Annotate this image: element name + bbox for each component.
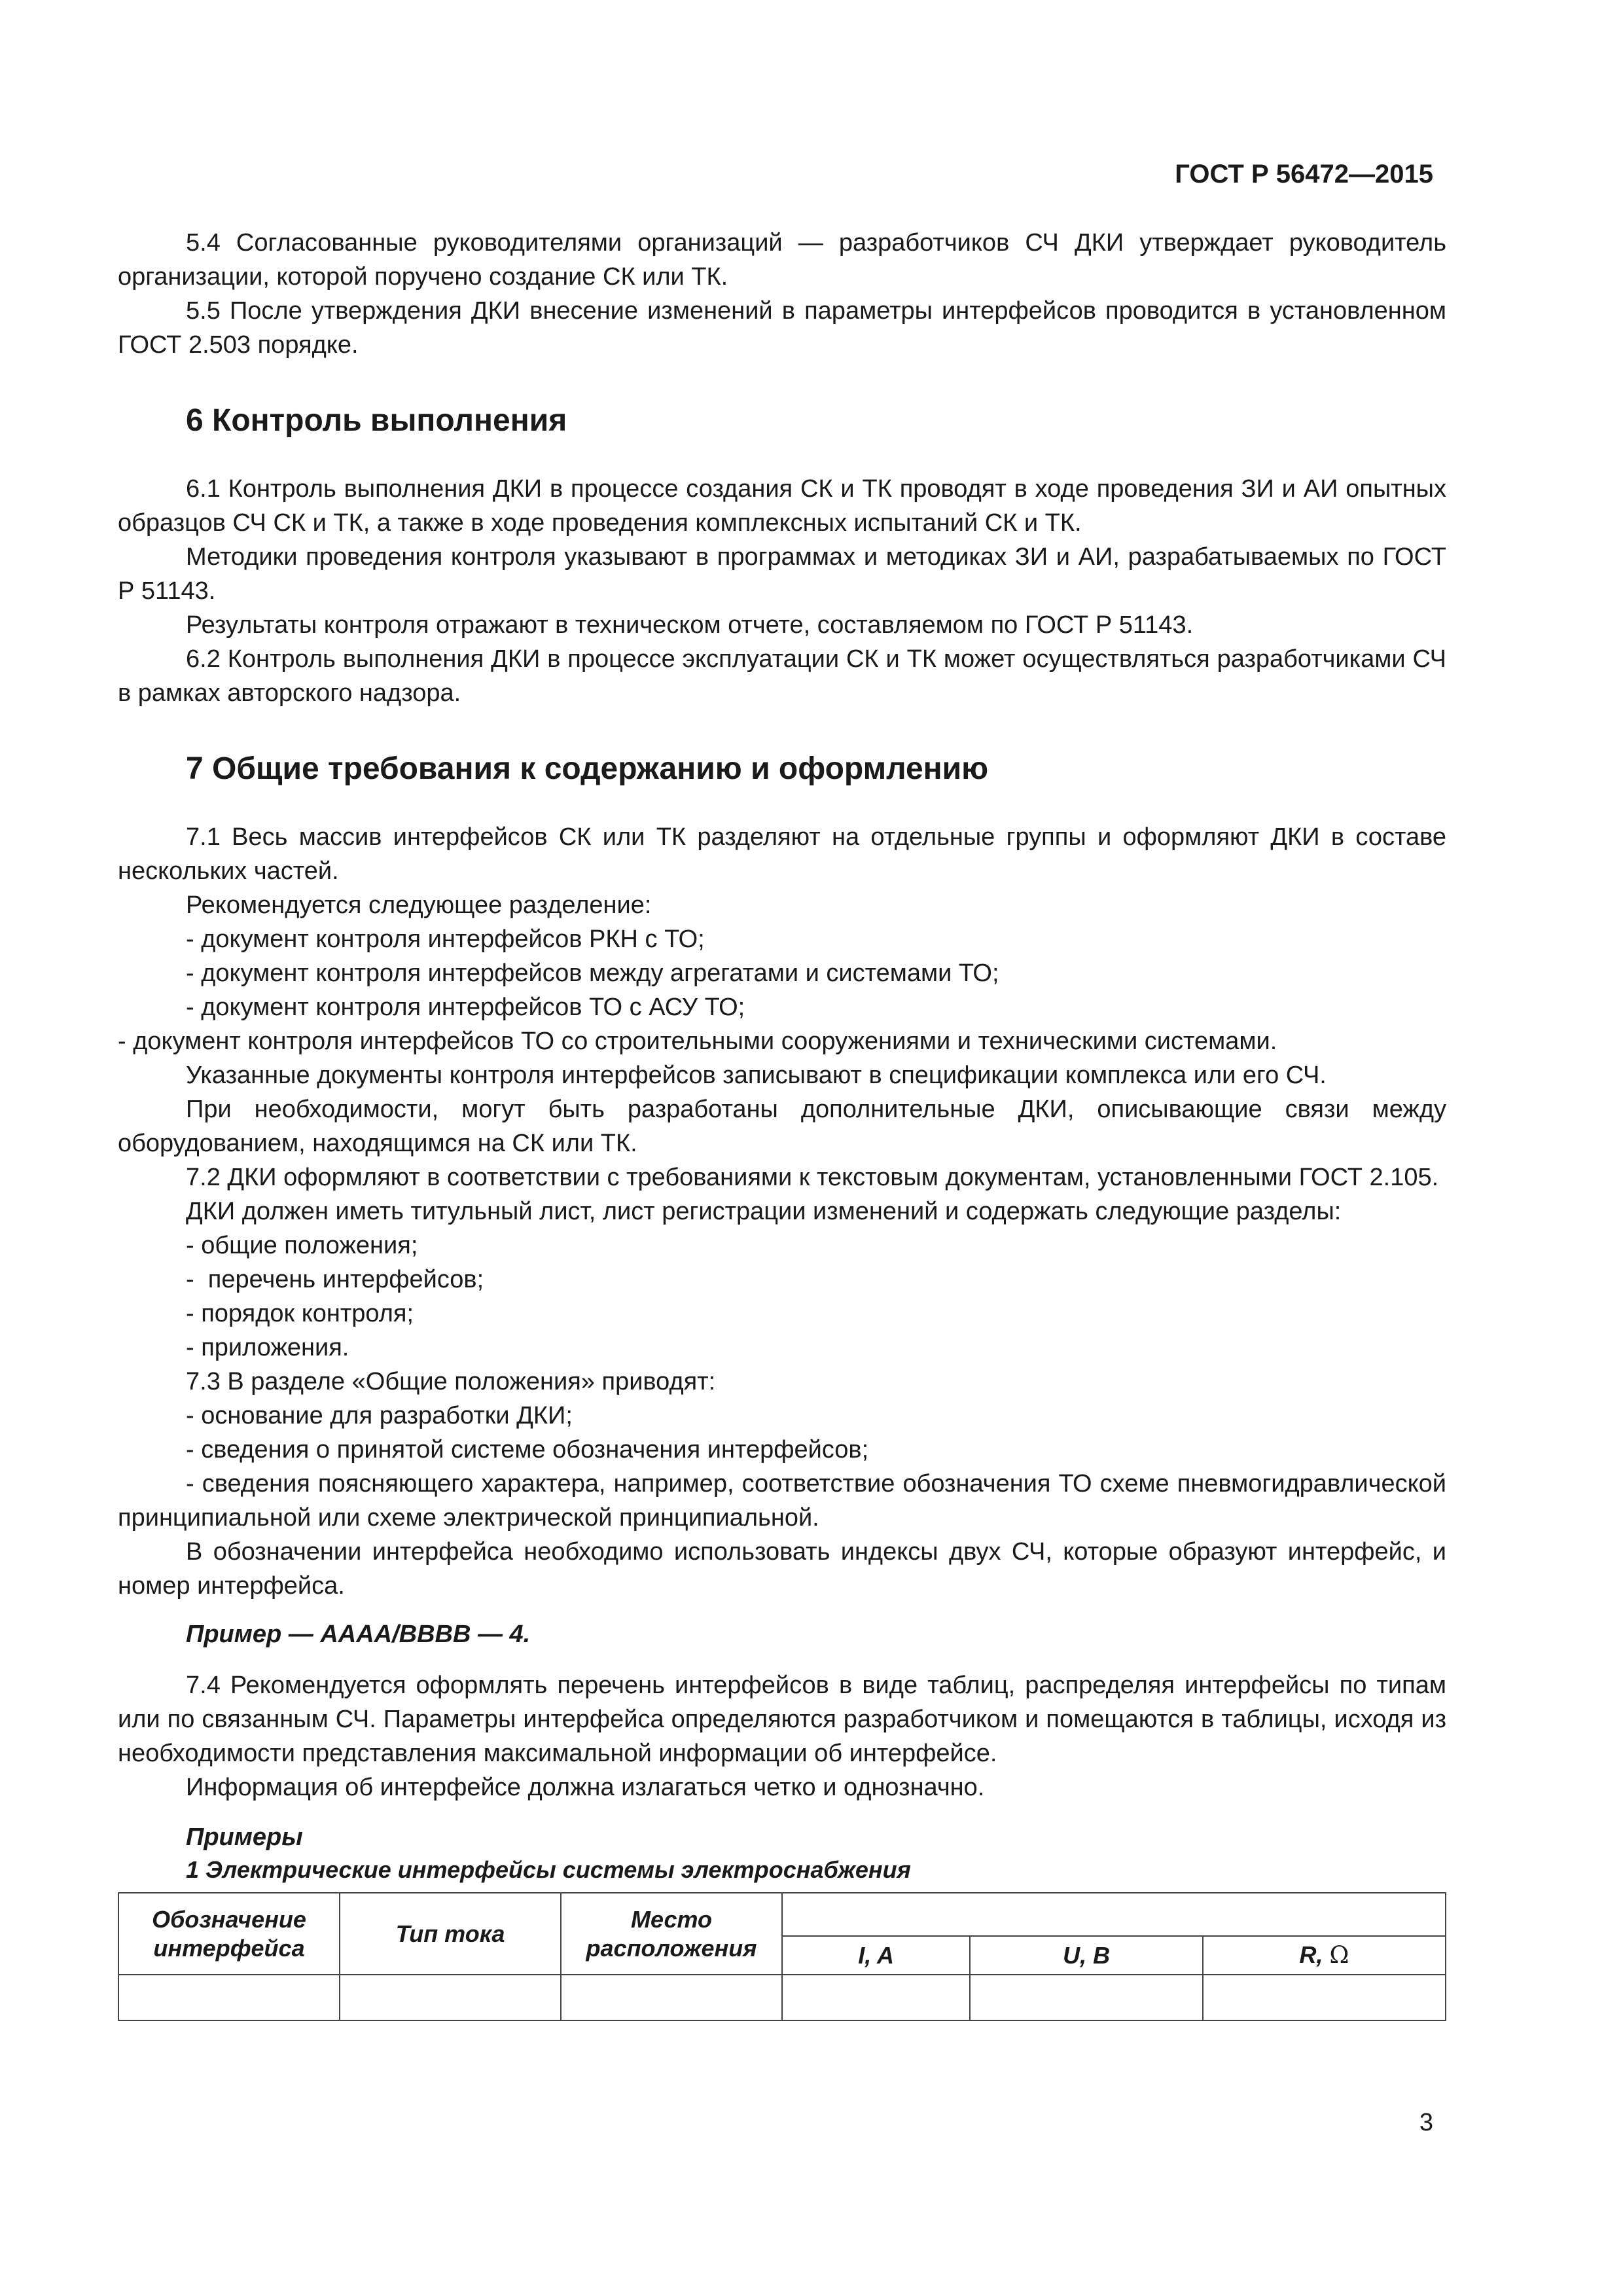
paragraph-additional: При необходимости, могут быть разработаны дополнительные ДКИ, описывающие связи между оборудованием, находящимся на СК или ТК. [118,1096,1446,1157]
paragraph-designation: В обозначении интерфейса необходимо использовать индексы двух СЧ, которые образуют интерфейс, и номер интерфейса. [118,1538,1446,1600]
table-cell [970,1975,1203,2020]
examples-heading: Примеры [186,1823,303,1851]
section-7-title: 7 Общие требования к содержанию и оформлению [186,751,989,786]
paragraph-6-2: 6.2 Контроль выполнения ДКИ в процессе эксплуатации СК и ТК может осуществляться разработчиками СЧ в рамках авторского надзора. [118,645,1446,707]
table-cell [118,1975,340,2020]
table-header-voltage: U, B [970,1936,1203,1975]
table-cell [340,1975,561,2020]
document-body [118,226,1446,2021]
table-header-designation: Обозначение интерфейса [118,1893,340,1975]
list-item: - перечень интерфейсов; [186,1266,484,1293]
list-item: - сведения поясняющего характера, например, соответствие обозначения ТО схеме пневмогидравлической принципиальной или схеме электрической принципиальной. [118,1470,1446,1532]
table-header-current: I, A [782,1936,970,1975]
table-header-resistance [1203,1936,1446,1975]
list-item: - документ контроля интерфейсов ТО со строительными сооружениями и техническими системами. [118,1028,1277,1055]
paragraph-specs: Указанные документы контроля интерфейсов записывают в спецификации комплекса или его СЧ. [186,1062,1327,1089]
paragraph-info: Информация об интерфейсе должна излагаться четко и однозначно. [186,1774,985,1801]
list-item: - документ контроля интерфейсов ТО с АСУ ТО; [186,994,745,1021]
paragraph-methods: Методики проведения контроля указывают в программах и методиках ЗИ и АИ, разрабатываемых по ГОСТ Р 51143. [118,543,1446,605]
list-item: - документ контроля интерфейсов РКН с ТО; [186,925,705,953]
list-item: - порядок контроля; [186,1300,414,1327]
list-item: - основание для разработки ДКИ; [186,1402,573,1429]
page-number: 3 [1419,2109,1433,2136]
paragraph-6-1: 6.1 Контроль выполнения ДКИ в процессе создания СК и ТК проводят в ходе проведения ЗИ и АИ опытных образцов СЧ СК и ТК, а также в ходе проведения комплексных испытаний СК и ТК. [118,475,1446,537]
table-cell [1203,1975,1446,2020]
list-item: - общие положения; [186,1232,418,1259]
list-item: - приложения. [186,1334,349,1361]
table-row [118,1975,1446,2020]
paragraph-sections: ДКИ должен иметь титульный лист, лист регистрации изменений и содержать следующие разделы: [186,1198,1342,1225]
table-header-location: Место расположения [561,1893,782,1975]
paragraph-results: Результаты контроля отражают в техническом отчете, составляемом по ГОСТ Р 51143. [186,611,1194,639]
paragraph-7-1: 7.1 Весь массив интерфейсов СК или ТК разделяют на отдельные группы и оформляют ДКИ в составе нескольких частей. [118,823,1446,885]
list-item: - документ контроля интерфейсов между агрегатами и системами ТО; [186,960,999,987]
table-cell [782,1975,970,2020]
paragraph-7-3: 7.3 В разделе «Общие положения» приводят: [186,1368,716,1395]
document-id-header: ГОСТ Р 56472—2015 [1175,160,1433,188]
section-6-title: 6 Контроль выполнения [186,403,567,438]
paragraph-7-4: 7.4 Рекомендуется оформлять перечень интерфейсов в виде таблиц, распределяя интерфейсы по типам или по связанным СЧ. Параметры интерфейса определяются разработчиком и помещаются в таблицы, исходя из необходимости представления максимальной информации об интерфейсе. [118,1672,1446,1767]
list-item: - сведения о принятой системе обозначения интерфейсов; [186,1436,869,1463]
table-header-group [782,1893,1446,1936]
paragraph-recommended: Рекомендуется следующее разделение: [186,891,652,919]
ohm-symbol: Ω [1329,1942,1349,1969]
paragraph-5-5: 5.5 После утверждения ДКИ внесение изменений в параметры интерфейсов проводится в установленном ГОСТ 2.503 порядке. [118,297,1446,359]
interfaces-table [118,1892,1446,2021]
paragraph-5-4: 5.4 Согласованные руководителями организаций — разработчиков СЧ ДКИ утверждает руководитель организации, которой поручено создание СК или ТК. [118,229,1446,291]
paragraph-7-2: 7.2 ДКИ оформляют в соответствии с требованиями к текстовым документам, установленными ГОСТ 2.105. [186,1164,1439,1191]
table-header-current-type: Тип тока [340,1893,561,1975]
resistance-letter: R, [1299,1941,1323,1968]
example-designation: Пример — АААА/ВВВВ — 4. [186,1621,531,1648]
table-cell [561,1975,782,2020]
table-caption: 1 Электрические интерфейсы системы электроснабжения [186,1856,911,1883]
